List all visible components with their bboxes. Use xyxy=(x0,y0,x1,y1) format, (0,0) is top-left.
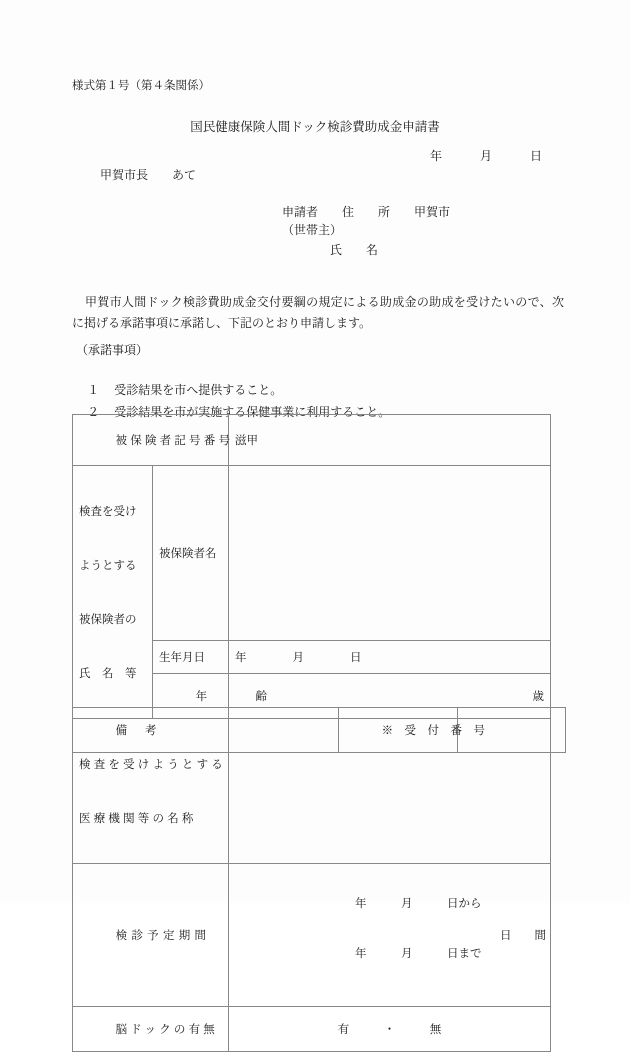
applicant-address-label: 申請者 住 所 甲賀市 xyxy=(282,205,451,219)
period-from: 年 月 日から xyxy=(355,896,482,910)
applicant-householder-note: （世帯主） xyxy=(282,223,343,237)
remarks-table xyxy=(72,707,566,753)
insured-name-value[interactable] xyxy=(229,466,551,641)
table-row-remarks xyxy=(73,708,566,753)
consent-item-1-text: 受診結果を市へ提供すること。 xyxy=(114,383,283,397)
brain-dock-label xyxy=(73,1007,229,1052)
consent-item-2-number: ２ xyxy=(87,405,100,419)
insured-number-value[interactable]: 滋甲 xyxy=(229,415,551,466)
remarks-label xyxy=(73,708,339,753)
table-row-insured-number xyxy=(73,415,551,466)
brain-dock-label-text: 脳ドックの有無 xyxy=(115,1022,219,1036)
remarks-label-text: 備 考 xyxy=(115,723,160,737)
brain-dock-options[interactable]: 有 ・ 無 xyxy=(229,1007,551,1052)
body-paragraph: 甲賀市人間ドック検診費助成金交付要綱の規定による助成金の助成を受けたいので、次に掲げる承諾事項に承諾し、下記のとおり申請します。 xyxy=(72,295,564,330)
applicant-name-label: 氏 名 xyxy=(330,243,379,257)
period-to: 年 月 日まで xyxy=(355,946,482,960)
receipt-number-label-text: ※ 受 付 番 号 xyxy=(381,723,486,737)
consent-item-2-text: 受診結果を市が実施する保健事業に利用すること。 xyxy=(114,405,391,419)
institution-label-line-2: 医療機関等の名称 xyxy=(79,811,197,825)
age-unit: 歳 xyxy=(532,689,545,703)
form-number: 様式第１号（第４条関係） xyxy=(72,78,210,92)
receipt-number-label xyxy=(339,708,486,753)
date-line: 年 月 日 xyxy=(430,149,543,163)
page-title: 国民健康保険人間ドック検診費助成金申請書 xyxy=(190,119,440,134)
birthdate-value[interactable]: 年 月 日 xyxy=(229,641,551,674)
insured-person-label-line-3: 被保険者の xyxy=(79,612,137,626)
consent-heading: （承諾事項） xyxy=(76,343,149,357)
insured-person-label-line-4: 氏 名 等 xyxy=(79,666,137,680)
insured-number-label xyxy=(73,415,234,466)
table-row-brain-dock xyxy=(73,1007,551,1052)
insured-person-label xyxy=(73,466,153,719)
insured-number-label-text: 被保険者記号番号 xyxy=(115,433,234,447)
institution-label-line-1: 検査を受けようとする xyxy=(79,757,226,771)
insured-name-sublabel: 被保険者名 xyxy=(153,466,229,641)
table-row-period xyxy=(73,864,551,1007)
period-label xyxy=(73,864,229,1007)
birthdate-sublabel: 生年月日 xyxy=(153,641,229,674)
insured-person-label-line-1: 検査を受け xyxy=(79,504,137,518)
period-label-text: 検診予定期間 xyxy=(115,928,211,942)
insured-person-label-line-2: ようとする xyxy=(79,558,137,572)
period-days-unit: 日 間 xyxy=(500,928,547,942)
table-row-insured-name xyxy=(73,466,551,641)
consent-item-1-number: １ xyxy=(87,383,100,397)
period-value-cell[interactable] xyxy=(229,864,551,1007)
addressee: 甲賀市長 あて xyxy=(100,168,197,182)
age-sublabel-text: 年 齢 xyxy=(195,689,276,703)
